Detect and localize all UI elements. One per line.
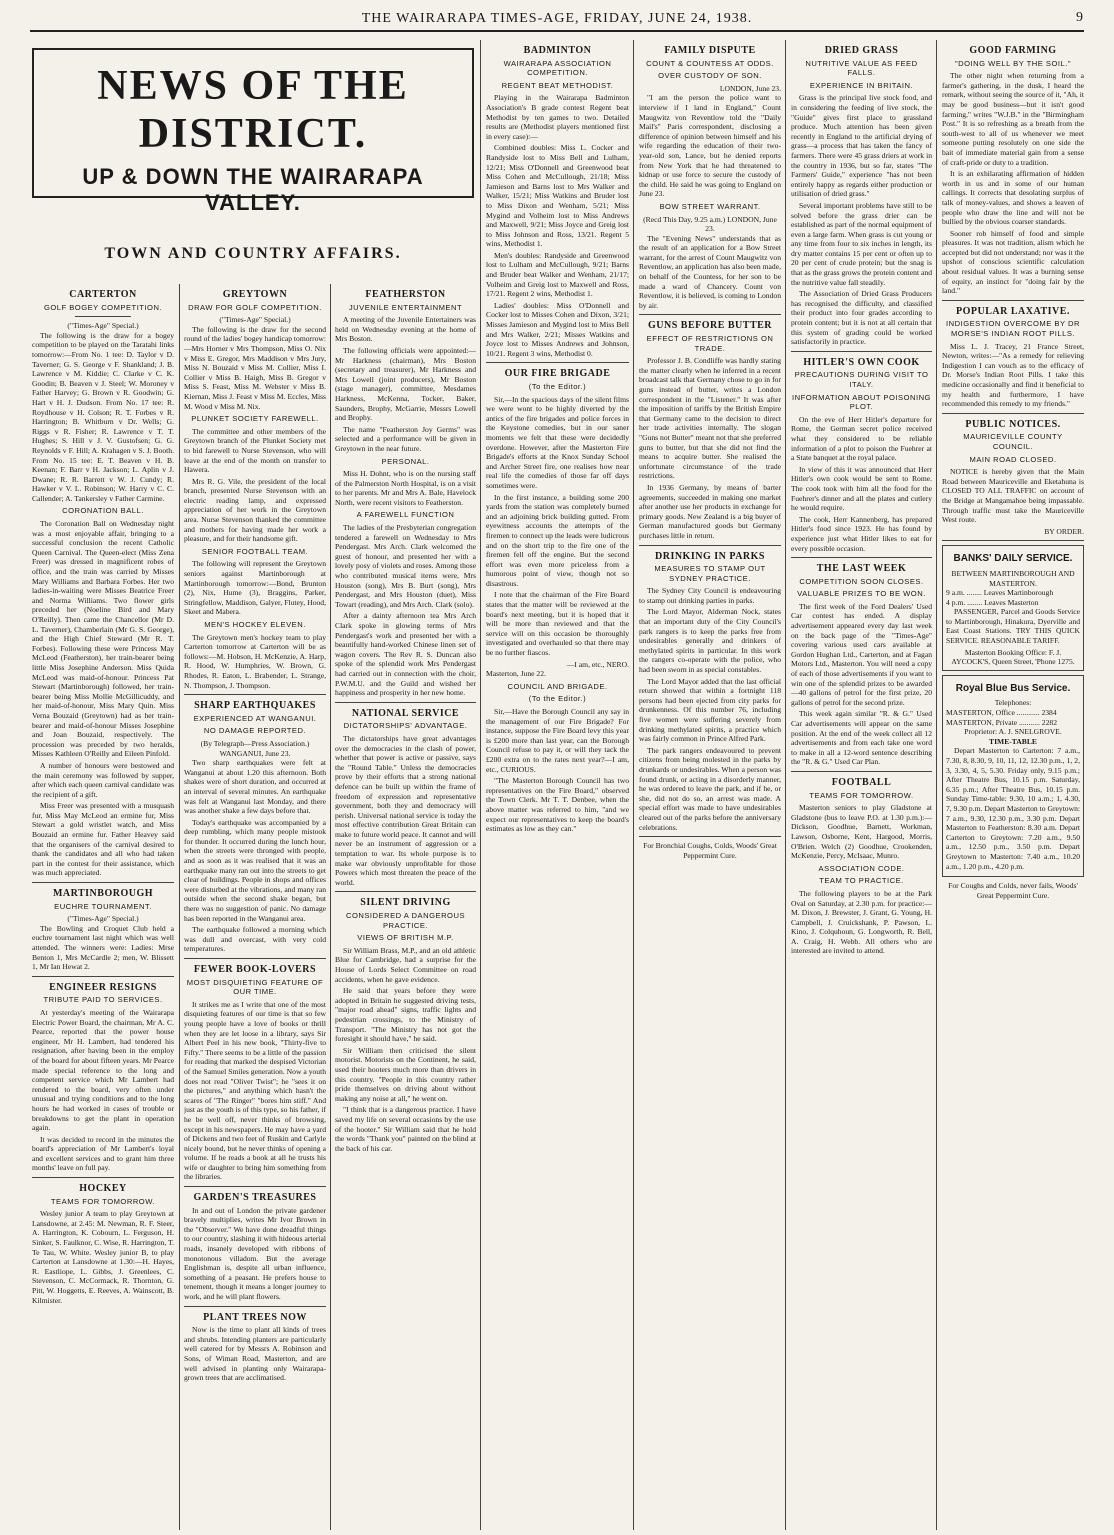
masthead-title: THE WAIRARAPA TIMES-AGE, FRIDAY, JUNE 24, 1938. <box>361 11 753 26</box>
subheading: CONSIDERED A DANGEROUS PRACTICE. <box>345 911 466 930</box>
subheading: TEAM TO PRACTICE. <box>819 876 904 886</box>
article-paragraph: Sir,—Have the Borough Council any say in the management of our Fire Brigade? For instance, suppose the Fire Board levy this year is £200 more than last year, can the Borough Council refuse to pay it, or will they tack the £200 extra on to the rates next year?—I am, etc., CURIOUS. <box>486 707 629 774</box>
article-paragraph: "The Masterton Borough Council has two representatives on the Fire Board," observed the Town Clerk. Mr T. T. Denbee, when the above matter was referred to him, "and we expect our representatives to keep the board's estimates as low as they can." <box>486 776 629 834</box>
article-paragraph: The first week of the Ford Dealers' Used Car contest has ended. A display advertisement appeared every day last week on the back page of the "Times-Age" covering various used cars available at Gordon Hughan Ltd., Carterton, and at Fagan Motors Ltd., Masterton. You will need a copy of each of those advertisements if you want to win one of the splendid prizes to be awarded—40 gallons of petrol for the first prize, 20 gallons of petrol for the second prize. <box>791 601 932 707</box>
subheading: TEAMS FOR TOMORROW. <box>809 790 914 800</box>
article-paragraph: The Coronation Ball on Wednesday night was a most enjoyable affair, bringing to a successful conclusion the recent Catholic Queen Carnival. The Queen-elect (Miss Zena Freer) was dressed in magnificent robes of office, and the train was carried by Misses Mary Williams and Barbara Forbes. Her two ladies-in-waiting were Misses Beatrice Freer and Norma Williams. Two flower girls preceded her (Noeline Bird and Mary O'Reilly). Then came the Chancellor (Mr D. L. Taverner), Chamberlain (Mr G. S. George), and the High Chief Steward (Mr R. T. Forbes). Following these were Princess May McLeod (Featherston), her train-bearer being little Miss Josephine Anderson. Miss Quida McLeod was maid-of-honour. Princess Pat Stewart (Martinborough) followed, her train-bearer being Miss Mollie McGillicuddy, and her maid-of-honour, Miss Mary Quin. Miss Verna Bouzaid (Greytown) had as her train-bearer and maid-of-honour Misses Josephine and Joan Bouzaid, respectively. The procession was preceded by two heralds, Misses Kathleen O'Reilly and Eileen Pinfold. <box>32 519 174 759</box>
heading-drinking-in-parks: DRINKING IN PARKS <box>655 550 765 562</box>
ad-contact: Masterton Booking Office: F. J. AYCOCK'S, Queen Street, 'Phone 1275. <box>951 647 1075 667</box>
royal-blue-bus-ad <box>942 675 1084 877</box>
subheading: CORONATION BALL. <box>62 506 144 516</box>
ad-title: Royal Blue Bus Service. <box>955 682 1071 694</box>
heading-carterton: CARTERTON <box>69 289 137 300</box>
article-paragraph: The Association of Dried Grass Producers has recognised the difficulty, and classified their product into four grades according to protein content; but it is not at all certain that this system of grading could be worked satisfactorily in practice. <box>791 289 932 347</box>
article-paragraph: Several important problems have still to be solved before the grass drier can be established as part of the normal equipment of even a large farm. When grass is cut young or any time from four to six inches in length, its dry matter contains 15 per cent or often up to 20 per cent of crude protein; but the snag is that as the grass grows the protein content and the nutritive value fall steadily. <box>791 200 932 287</box>
article-paragraph: The earthquake followed a morning which was dull and overcast, with very cold temperatures. <box>184 925 326 954</box>
article-paragraph: The following is the draw for the second round of the ladies' bogey handicap tomorrow:—Mrs Horner v Mrs Thompson, Miss O. Nix v Miss E. Gregor, Mrs Maddison v Mrs Jury, Miss N. Bouzaid v Miss M. Collier, Miss I. Collier v Miss B. Haigh, Miss B. Gregor v Miss S. Feast, Miss M. Webster v Miss B. Kiernan, Miss J. Feast v Miss M. Eccles, Miss M. Wood v Miss M. Nix. <box>184 324 326 411</box>
subheading: SENIOR FOOTBALL TEAM. <box>201 546 309 556</box>
notice-signature: BY ORDER. <box>1044 526 1084 536</box>
article-paragraph: Now is the time to plant all kinds of trees and shrubs. Intending planters are particularly well catered for by Messrs A. Robinson and Sons, of Wiman Road, Masterton, and are well advised in planting only Wairarapa-grown trees that are acclimatised. <box>184 1325 326 1383</box>
column-carterton <box>32 284 174 1530</box>
column-good-farming <box>942 40 1084 1530</box>
source-line: (Recd This Day, 9.25 a.m.) LONDON, June 23. <box>643 214 777 234</box>
article-paragraph: Ladies' doubles: Miss O'Donnell and Cocker lost to Misses Cohen and Dixon, 3/21; Misses Jamieson and Mygind lost to Miss Bell and Mrs Walker, 2/21; Misses Watkins and Joyce lost to Misses Andrews and Johnson, 10/21. Regent 3 wins, Methodist 0. <box>486 300 629 358</box>
article-paragraph: A meeting of the Juvenile Entertainers was held on Wednesday evening at the home of Mrs Boston. <box>335 315 476 344</box>
article-paragraph: The park rangers endeavoured to prevent citizens from being molested in the parks by drunkards or undesirables. When a person was found drunk, or acting in a disorderly manner, he was ordered to leave the park, and if he, or she, did not do so, an arrest was made. A special effort was made to have undesirables cleared out of the parks before the anniversary celebrations. <box>639 745 781 832</box>
notice-paragraph: NOTICE is hereby given that the Main Road between Mauriceville and Eketahuna is CLOSED TO ALL TRAFFIC on account of the Bridge at Mangamahoe being impassable. Through traffic must take the Mauriceville West route. <box>942 467 1084 525</box>
source-line: ("Times-Age" Special.) <box>67 914 139 924</box>
banner-subtitle: UP & DOWN THE WAIRARAPA VALLEY. <box>82 164 424 215</box>
article-paragraph: Miss H. Dohnt, who is on the nursing staff of the Palmerston North Hospital, is on a visit to her parents. Mr and Mrs A. Bale, Havelock North, were recent visitors to Featherston. <box>335 469 476 507</box>
column-family-dispute <box>639 40 781 1530</box>
banks-service-ad <box>942 545 1084 671</box>
article-paragraph: The following will represent the Greytown seniors against Martinborough at Martinborough tomorrow:—Bond, Brunton (2), Nix, Hume (3), Braggins, Parker, Stringfellow, Maddison, Galyer, Flutey, Hood, Skeet and Mabera. <box>184 559 326 617</box>
advertisement: For Coughs and Colds, never fails, Woods' Great Peppermint Cure. <box>948 881 1078 900</box>
subheading: REGENT BEAT METHODIST. <box>501 80 614 90</box>
article-paragraph: The Lord Mayor added that the last official return showed that within a fortnight 118 persons had been ejected from city parks for drunkenness. Of this number 76, including five women were suffering severely from drinking methylated spirits, a practice which was fairly common in Prince Alfred Park. <box>639 676 781 744</box>
subheading: A FAREWELL FUNCTION <box>356 510 455 520</box>
article-paragraph: Sir,—In the spacious days of the silent films we were wont to be highly diverted by the antics of the fire brigades and police forces in the Keystone comedies, but in our saner moments we felt that these were decidedly overdone. However, after the Masterton Fire Brigade's efforts at the Knox Sunday School and Archer Street fire, one realises how near real life the comedies of those far off days sometimes were. <box>486 394 629 490</box>
subheading: OVER CUSTODY OF SON. <box>658 71 762 81</box>
subheading: PRECAUTIONS DURING VISIT TO ITALY. <box>794 370 929 389</box>
ad-line: MASTERTON, Office ............ 2384 <box>946 708 1057 718</box>
district-news-banner <box>32 48 474 215</box>
source-line: (By Telegraph—Press Association.) WANGANUI, June 23. <box>200 738 310 758</box>
article-paragraph: This week again similar "R. & G." Used Car advertisements will appear on the same position. At the end of the week collect all 12 advertisements and from each take one word to make in all a 12-word sentence describing the "R. & G." Used Car Plan. <box>791 709 932 767</box>
article-paragraph: Two sharp earthquakes were felt at Wanganui at about 1.20 this afternoon. Both shakes were of short duration, and occurred at an interval of several minutes. An earthquake was felt at Wanganui last Monday, and there was another shake a few days before that. <box>184 758 326 816</box>
article-paragraph: Sooner rob himself of food and simple pleasures. It was not tradition, alism which he accepted but did not understand; nor was it the upshot of conscious scientific calculation about residual values. It was a burning sense of equity, an instinct for "doing fair by the land." <box>942 228 1084 296</box>
source-line: ("Times-Age" Special.) <box>67 321 139 331</box>
ad-timetable-title: TIME-TABLE <box>989 736 1037 746</box>
subheading: MEN'S HOCKEY ELEVEN. <box>204 620 306 629</box>
heading-good-farming: GOOD FARMING <box>969 45 1057 56</box>
ad-title: BANKS' DAILY SERVICE. <box>953 553 1073 565</box>
article-paragraph: The Sydney City Council is endeavouring to stamp out drinking parties in parks. <box>639 586 781 605</box>
article-paragraph: The following officials were appointed:—Mr Harkness (chairman), Mrs Boston (secretary and treasurer), Mr Harkness and Mrs Lowell (joint producers), Mr Boston (stage manager), committee, Mesdames Harkness, McKenna, Tocker, Baker, Saunders, Brophy, McGarrie, Messrs Lowell and Brophy. <box>335 345 476 423</box>
heading-silent-driving: SILENT DRIVING <box>360 897 451 909</box>
heading-the-last-week: THE LAST WEEK <box>816 563 907 575</box>
article-paragraph: The Lord Mayor, Alderman Nock, states that an important duty of the City Council's park rangers is to keep the parks free from undesirables generally and drinkers of methylated spirits in particular. In this work the rangers co-operate with the police, who had been sworn in as special constables. <box>639 607 781 675</box>
heading-fewer-book-lovers: FEWER BOOK-LOVERS <box>193 964 317 975</box>
subheading: ASSOCIATION CODE. <box>818 863 905 873</box>
article-paragraph: Men's doubles: Randyside and Greenwood lost to Lulham and McCullough, 9/21; Barns and Bruder beat Walker and Wenham, 21/17; Volheim and Greig lost to Maxwell and Ross, 17/21. Regent 2 wins, Methodist 1. <box>486 250 629 299</box>
banner-title: NEWS OF THE DISTRICT. <box>97 63 409 157</box>
article-paragraph: The following is the draw for a bogey competition to be played on the Taratahi links tomorrow:—From No. 1 tee: D. Taylor v D. Taverner; G. S. George v F. Shankland; J. B. Lawrence v M. Kiddie; C. Clarke v C. K. Goodin; B. Beaven v J. Steel; W. Moroney v Father Harvey; G. Brown v R. Goodwin; G. Hart v H. J. Dudson. From No. 17 tee: R. Roydhouse v H. Colson; R. T. Forbes v R. Harrington; B. Whitburn v Dr. Wells; G. Riggs v R. Fisher; R. Lawrence v T. T. Hughes; S. Hill v J. V. Gustofsen; G. G. Reynolds v F. Hill; A. Krahagen v S. J. Booth. From No. 15 tee: E. T. Beaven v H. B. Keenan; F. Barr v H. Jackson; L. Aplin v J. Dwane; R. R. Barrett v W. J. Cundy; R. Hawker v V. L. Robinson; W. Harry v C. C. Callender; A. Tankersley v Father Carmine. <box>32 330 174 503</box>
article-paragraph: I note that the chairman of the Fire Board states that the matter will be reviewed at the board's next meeting, but it is hoped that it will be more than reviewed and that the service will on this occasion be thoroughly investigated and overhauled so that there may be no further fiascos. <box>486 590 629 658</box>
article-paragraph: He said that years before they were adopted in Britain he suggested driving tests, "major road ahead" signs, traffic lights and pedestrian crossings, to the Ministry of Transport. "The Ministry has not got the foresight it should have," he said. <box>335 986 476 1044</box>
article-paragraph: Wesley junior A team to play Greytown at Lansdowne, at 2.45: M. Newman, R. F. Steer, A. Harrington, K. Cobourn, L. Ferguson, H. Sinker, S. Faulknor, C. Wise, R. Harrington, T. Te Tau, W. White. Wesley junior B, to play Carterton at Lansdowne at 1.30:—H. Hayes, R. Eastliope, L. Gibbs, J. Greenlees, C. Stevenson, C. McCormack, R. Thornton, G. Pitt, W. Hoggetts, E. Reeves, A. Wainscott, B. Kilmister. <box>32 1209 174 1305</box>
article-paragraph: It is an exhilarating affirmation of hidden worth in us and in some of our human callings. It corrects that desolating surplus of talk of money-values, and shows a leaven of people who draw the line and will not be bullied by the obvious coarser standards. <box>942 169 1084 227</box>
subheading: DICTATORSHIPS' ADVANTAGE. <box>343 721 468 731</box>
article-paragraph: Combined doubles: Miss L. Cocker and Randyside lost to Miss Bell and Lulham, 12/21; Miss O'Donnell and Greenwood beat Miss Cohen and McCullough, 21/18; Miss Jamieson and Barns lost to Mrs Walker and Walker, 15/21; Miss Watkins and Bruder lost to Miss Dixon and Wenham, 5/21; Miss Mygind and Volheim lost to Miss Andrews and Maxwell, 9/21; Miss Joyce and Greig lost to Miss Johnson and Ross, 13/21. Regent 5 wins, Methodist 1. <box>486 143 629 249</box>
article-paragraph: The name "Featherston Joy Germs" was selected and a performance will be given in Greytown in the near future. <box>335 424 476 453</box>
article-paragraph: Masterton seniors to play Gladstone at Gladstone (bus to leave P.O. at 1.30 p.m.):—Dickson, Goodhue, Barnett, Workman, Lawson, Osborne, Kent, Hargood, Morris, O'Brien. Welch (2) Goodhue, Crookenden, McKenzie, Percy, McIsaac, Munro. <box>791 803 932 861</box>
article-paragraph: Mrs R. G. Vile, the president of the local branch, presented Nurse Stevenson with an electric reading lamp, and expressed appreciation of her work in the Greytown area. Nurse Stevenson thanked the committee and mothers for having made her work a pleasure, and for their handsome gift. <box>184 476 326 544</box>
dateline: LONDON, June 23. <box>719 83 781 93</box>
article-paragraph: In the first instance, a building some 200 yards from the station was completely burned and an adjoining brick building gutted. From eyewitness accounts the attempts of the firemen to connect up the leads were ludicrous and on the short trip to the fire one of the firemen fell off the engine. But the second effort was even more priceless from a humorous point of view, though not so disastrous. <box>486 492 629 588</box>
article-paragraph: The following players to be at the Park Oval on Saturday, at 2.30 p.m. for practice:—M. Dixon, J. Brewster, J. Grant, G. Young, H. Campbell, J. Cruickshank, P. Pawson, L. Kino, J. Colquhoun, G. Longworth, R. Bell, A. Craig, H. Webb. All others who are interested are invited to attend. <box>791 888 932 956</box>
article-paragraph: Sir William then criticised the silent motorist. Motorists on the Continent, he said, used their hooters much more than drivers in this country. "People in this country rather pride themselves on driving about without making any noise at all," he went on. <box>335 1045 476 1103</box>
subheading: EXPERIENCED AT WANGANUI. <box>193 713 317 723</box>
subheading: COMPETITION SOON CLOSES. <box>799 576 924 586</box>
article-paragraph: The Greytown men's hockey team to play Carterton tomorrow at Carterton will be as follows:—M. Hobson, H. McKenzie, A. Harp, R. Hood, W. Humphries, W. Brown, G. Rhodes, R. Eaton, L. Brabender, L. Strange, N. Thompson, J. Thompson. <box>184 632 326 690</box>
column-rule <box>936 40 937 1530</box>
article-paragraph: The ladies of the Presbyterian congregation tendered a farewell on Wednesday to Mrs Pendergast. Mrs Arch. Clark welcomed the guest of honour, and presented her with a lovely posy of violets and roses. Among those who contributed musical items were, Mrs Houston (song), Mrs B. Burt (song), Mrs Pendergast, and Mrs Houston (duet), Miss Towart (reading), and Mrs Arch. Clark (solo). <box>335 523 476 609</box>
heading-national-service: NATIONAL SERVICE <box>351 707 460 719</box>
article-paragraph: The "Evening News" understands that as the result of an application for a Bow Street warrant, for the arrest of Count Maugwitz von Reventlow, an application has also been made, on behalf of the Countess, for her son to be made a ward of Chancery. Count von Reventlow, it is believed, is coming to London by air. <box>639 233 781 310</box>
column-rule <box>480 40 481 1530</box>
subheading: (To the Editor.) <box>528 382 587 391</box>
column-rule <box>633 40 634 1530</box>
letter-place: Masterton, June 22. <box>486 669 546 679</box>
heading-featherston: FEATHERSTON <box>365 289 446 300</box>
article-paragraph: "I am the person the police want to interview if I land in England," Count Maugwitz von Reventlow told the "Daily Mail's" Paris correspondent, disclosing a difference of opinion between himself and his wife regarding the education of their two-year-old son, Lance, but he denied reports from New York that he had threatened to kidnap or use force to secure the custody of the child. He said he was going to England on June 23. <box>639 93 781 199</box>
ad-paragraph: PASSENGER, Parcel and Goods Service to Martinborough, Hinakura, Dyerville and East Coast Stations. TRY THIS QUICK SERVICE. REASONABLE TARIFF. <box>946 607 1080 646</box>
ad-line: MASTERTON, Private ........... 2282 <box>946 717 1057 727</box>
column-dried-grass <box>791 40 932 1530</box>
subheading: EFFECT OF RESTRICTIONS ON TRADE. <box>646 334 774 353</box>
subheading: TEAMS FOR TOMORROW. <box>50 1196 156 1206</box>
ad-subtitle: BETWEEN MARTINBOROUGH AND MASTERTON. <box>951 568 1075 588</box>
subheading: NUTRITIVE VALUE AS FEED FALLS. <box>805 58 918 78</box>
heading-martinborough: MARTINBOROUGH <box>52 888 154 900</box>
subheading: BOW STREET WARRANT. <box>659 201 761 211</box>
article-paragraph: It was decided to record in the minutes the board's appreciation of Mr Lambert's loyal and excellent services and to grant him three months' leave on full pay. <box>32 1134 174 1173</box>
subheading: PERSONAL. <box>381 456 430 466</box>
heading-hitlers-own-cook: HITLER'S OWN COOK <box>803 356 920 368</box>
subheading: MAIN ROAD CLOSED. <box>969 454 1057 464</box>
subheading: INFORMATION ABOUT POISONING PLOT. <box>792 392 931 412</box>
article-paragraph: In view of this it was announced that Herr Hitler's own cook would be sent to Rome. The cook took with him all the food for the Fuehrer's dinner and all the plates and cutlery he would require. <box>791 464 932 513</box>
column-featherston <box>335 284 476 1530</box>
subheading: COUNCIL AND BRIGADE. <box>507 681 608 691</box>
ad-line: 4 p.m. ........ Leaves Masterton <box>946 597 1039 607</box>
article-paragraph: It strikes me as I write that one of the most disquieting features of our time is that so few young people have a love of books or thrill when they are let loose in a library, says Sir Albert Peel in his new book, "Thirty-five to Fifty." There seems to be a little of the passion for reading that marked the despised Victorian of the Samuel Smiles generation. Now a youth does not read "Oliver Twist"; he "sees it on the pictures," and anything which hasn't the scares of "The Ringer" "bores him stiff." And just as the youth is of this type, so his father, if he be well off, never thinks of browsing, except in his newspapers. He may have a yard of Dickens and two feet of Ruskin and Carlyle nicely bound, but he never thinks of opening a volume. If he reads a book at all he trusts his wife or daughter to bring him something from the libraries. <box>184 999 326 1182</box>
article-paragraph: A number of honours were bestowed and the main ceremony was followed by supper, after which each queen carnival candidate was the recipient of a gift. <box>32 760 174 799</box>
subheading: VALUABLE PRIZES TO BE WON. <box>797 589 926 599</box>
heading-popular-laxative: POPULAR LAXATIVE. <box>956 305 1070 317</box>
article-paragraph: Professor J. B. Condliffe was hardly stating the matter clearly when he inferred in a recent broadcast talk that Germany chose to go in for guns instead of butter, writes a London correspondent in the "Listener." It was after the imposition of tariffs by the British Empire that Germany came to the decision to direct her trade activities internally. The slogan "Guns not Butter" meant not that she preferred guns to butter, but that she did not find the means to acquire butter. She realised the unfortunate circumstance of the trade restrictions. <box>639 356 781 481</box>
page-number: 9 <box>1076 10 1084 25</box>
article-paragraph: On the eve of Herr Hitler's departure for Rome, the German secret police received what they considered to be reliable information of a plot to poison the Fuehrer at a State banquet at the royal palace. <box>791 414 932 463</box>
heading-guns-before-butter: GUNS BEFORE BUTTER <box>647 320 773 332</box>
ad-subtitle: Telephones: <box>994 698 1032 708</box>
heading-sharp-earthquakes: SHARP EARTHQUAKES <box>194 700 316 712</box>
heading-hockey: HOCKEY <box>79 1183 127 1195</box>
subheading: NO DAMAGE REPORTED. <box>203 726 307 736</box>
article-paragraph: Miss Freer was presented with a musquash fur, Miss May McLeod an ermine fur, Miss Stewart a gold wristlet watch, and Miss Bouzaid an ermine fur. Father Heavey said that the organisers of the carnival desired to thank the candidates and all who had taken part in the contest for their assistance, which was much appreciated. <box>32 801 174 878</box>
source-line: ("Times-Age" Special.) <box>219 315 291 325</box>
subheading: MAURICEVILLE COUNTY COUNCIL. <box>963 432 1063 451</box>
subheading: GOLF BOGEY COMPETITION. <box>43 302 163 312</box>
heading-family-dispute: FAMILY DISPUTE <box>664 45 756 56</box>
article-paragraph: The other night when returning from a farmer's gathering, in the dusk, I heard the remark, without seeing the source of it, "Ah, it may be good business—but it isn't good farming," writes "W.J.B." in the "Birmingham Post." It is so refreshing as a breath from the south-west to all of us whenever we meet someone putting resolutely on one side the bait of immediate material gain from a sense of craft-pride or duty to a tradition. <box>942 71 1084 167</box>
subheading: MEASURES TO STAMP OUT SYDNEY PRACTICE. <box>654 564 766 583</box>
subheading: WAIRARAPA ASSOCIATION COMPETITION. <box>503 58 612 78</box>
article-paragraph: Sir William Brass, M.P., and an old athletic Blue for Cambridge, had a surprise for the House of Lords Select Committee on road accidents, when he gave evidence. <box>335 945 476 984</box>
article-paragraph: Grass is the principal live stock food, and in considering the feeding of live stock, the "Guide" gives first place to grassland produce. Much attention has been given recently in England to the artificial drying of grass—a process that has taken the fancy of farmers. There were 45 grass driers at work in the country in 1936, but so far, states "The Farmers' Guide," experience "has not been entirely happy as regards either production or utilisation of dried grass." <box>791 93 932 199</box>
column-rule <box>785 40 786 1530</box>
subheading: EUCHRE TOURNAMENT. <box>54 901 152 911</box>
subheading: "DOING WELL BY THE SOIL." <box>954 58 1072 68</box>
article-paragraph: After a dainty afternoon tea Mrs Arch Clark spoke in glowing terms of Mrs Pendergast's work and presented her with a beautifully hand-worked Chinese linen set of wagon covers. The Rev R. S. Duncan also spoke of the splendid work Mrs Pendergast had carried out in connection with the choir, P.W.M.U. and the Guild and wished her happiness and prosperity in her new home. <box>335 611 476 698</box>
subheading: VIEWS OF BRITISH M.P. <box>357 933 454 943</box>
heading-plant-trees-now: PLANT TREES NOW <box>203 1311 307 1323</box>
subheading: INDIGESTION OVERCOME BY DR MORSE'S INDIAN ROOT PILLS. <box>946 319 1080 339</box>
section-heading: TOWN AND COUNTRY AFFAIRS. <box>104 245 402 262</box>
heading-gardens-treasures: GARDEN'S TREASURES <box>193 1192 317 1204</box>
heading-greytown: GREYTOWN <box>222 289 288 300</box>
advertisement: For Bronchial Coughs, Colds, Woods' Great Peppermint Cure. <box>643 841 777 860</box>
article-paragraph: Playing in the Wairarapa Badminton Association's B grade contest Regent beat Methodist by ten games to two. Detailed results are (Methodist players mentioned first in every case):— <box>486 93 629 141</box>
column-badminton <box>486 40 629 1530</box>
heading-public-notices: PUBLIC NOTICES. <box>965 418 1061 430</box>
ad-line: 9 a.m. ........ Leaves Martinborough <box>946 588 1054 598</box>
article-paragraph: Miss L. J. Tracey, 21 France Street, Newton, writes:—"As a remedy for relieving Indigestion I can vouch as to the efficacy of Dr. Morse's Indian Root Pills. I take this medicine occasionally and find it beneficial to my health and furthermore, I have recommended this remedy to my friends." <box>942 341 1084 409</box>
subheading: EXPERIENCE IN BRITAIN. <box>809 80 914 90</box>
subheading: PLUNKET SOCIETY FAREWELL. <box>191 414 319 424</box>
ad-paragraph: Depart Masterton to Carterton: 7 a.m., 7.30, 8, 8.30, 9, 10, 11, 12, 12.30 p.m., 1, 2, 3, 3.30, 4, 5, 5.30. Friday only, 9.15 p.m.; After Theatre Bus, 10.15 p.m. Saturday, 6.35 p.m.; After Theatre Bus, 10.15 p.m. Sunday Time-table: 9.30, 10 a.m.; 1, 4.30, 7, 9.30 p.m. Depart Masterton to Greytown: 7 a.m., 9.30, 12.30 p.m., 3.30 p.m. Depart Masterton to Featherston: 8.30 a.m. Depart Carterton to Greytown: 7.20 a.m., 9.50 a.m., 12.50 p.m., 3.50 p.m. Depart Greytown to Masterton: 7.40 a.m., 10.20 a.m., 1.20 p.m., 4.20 p.m. <box>946 746 1080 871</box>
ad-line: Proprietor: A. J. SNELGROVE. <box>964 727 1062 737</box>
heading-dried-grass: DRIED GRASS <box>824 45 899 56</box>
article-paragraph: "I think that is a dangerous practice. I have saved my life on several occasions by the use of the hooter." Sir William said that he hold the words "Thank you" painted on the blind at the back of his car. <box>335 1105 476 1153</box>
masthead <box>30 8 1084 32</box>
article-paragraph: At yesterday's meeting of the Wairarapa Electric Power Board, the chairman, Mr A. C. Pearce, reported that the power house engineer, Mr H. Lambert, had tendered his resignation, after having been in the employ of the board for about fifteen years. Mr Pearce made special reference to the long and competent service which Mr Lambert had rendered to the board, very often under unusual and trying conditions and to the long hours he had worked in cases of trouble or breakdowns to get the plant in operation again. <box>32 1007 174 1133</box>
subheading: DRAW FOR GOLF COMPETITION. <box>188 302 322 312</box>
subheading: JUVENILE ENTERTAINMENT <box>348 302 463 312</box>
heading-football: FOOTBALL <box>831 776 892 788</box>
article-paragraph: Today's earthquake was accompanied by a deep rumbling, which many people mistook for thunder. It occurred during the lunch hour, when the streets were thronged with people, and as soon as it was realised that it was an earthquake many ran out into the streets to get clear of buildings. People in shops and offices were disturbed at the vibrations, and many ran outside when the second shake began, but there was no suggestion of panic. No damage has been reported in the Wanganui area. <box>184 817 326 923</box>
article-paragraph: The Bowling and Croquet Club held a euchre tournament last night which was well attended. The winners were: Ladies: Mrse Benton 1, Mrs McCardle 2; men, W. Blissett 1, Mr Ian Hewat 2. <box>32 923 174 972</box>
article-paragraph: In and out of London the private gardener bravely multiplies, writes Mr Ivor Brown in the "Observer." We have done dreadful things to our country, slashing it with hideous arterial roads, insanely developed with ribbons of monotonous villadom. But the average Englishman is, despite all urban influence, something of a peasant. He prefers house to tenement, though it means a longer journey to work, and he will plant flowers. <box>184 1205 326 1301</box>
subheading: COUNT & COUNTESS AT ODDS. <box>646 58 774 68</box>
column-rule <box>330 284 331 1530</box>
column-greytown <box>184 284 326 1530</box>
subheading: MOST DISQUIETING FEATURE OF OUR TIME. <box>186 977 324 997</box>
heading-engineer-resigns: ENGINEER RESIGNS <box>49 981 157 993</box>
article-paragraph: The dictatorships have great advantages over the democracies in the clash of power, whether that power is active or passive, says the "Round Table." Unless the democracies prove by their efforts that a strong national defence can be built up within the frame of freedom of expression and representative government, both they and democracy will perish. Universal national service is today the most effective contribution Great Britain can make to future world peace. It cannot and will never be an instrument of aggression or a temptation to war. Its whole purpose is to make war obviously unprofitable for those Powers which most threaten the peace of the world. <box>335 733 476 887</box>
letter-signature: —I am, etc., NERO. <box>566 659 629 669</box>
heading-badminton: BADMINTON <box>523 45 592 56</box>
article-paragraph: In 1936 Germany, by means of barter agreements, succeeded in making one market after another use her products in exchange for primary goods. New Zealand is a big buyer of German manufactured goods but Germany purchases little in return. <box>639 482 781 540</box>
article-paragraph: The cook, Herr Kannenberg, has prepared Hitler's food since 1923. He has found by experience just what Hitler likes to eat for every possible occasion. <box>791 514 932 553</box>
column-rule <box>179 284 180 1530</box>
subheading: (To the Editor.) <box>528 694 587 704</box>
article-paragraph: The committee and other members of the Greytown branch of the Plunket Society met to bid farewell to Nurse Stevenson, who will leave at the end of the month on transfer to Hawera. <box>184 426 326 475</box>
subheading: TRIBUTE PAID TO SERVICES. <box>43 995 163 1005</box>
heading-our-fire-brigade: OUR FIRE BRIGADE <box>504 368 611 380</box>
